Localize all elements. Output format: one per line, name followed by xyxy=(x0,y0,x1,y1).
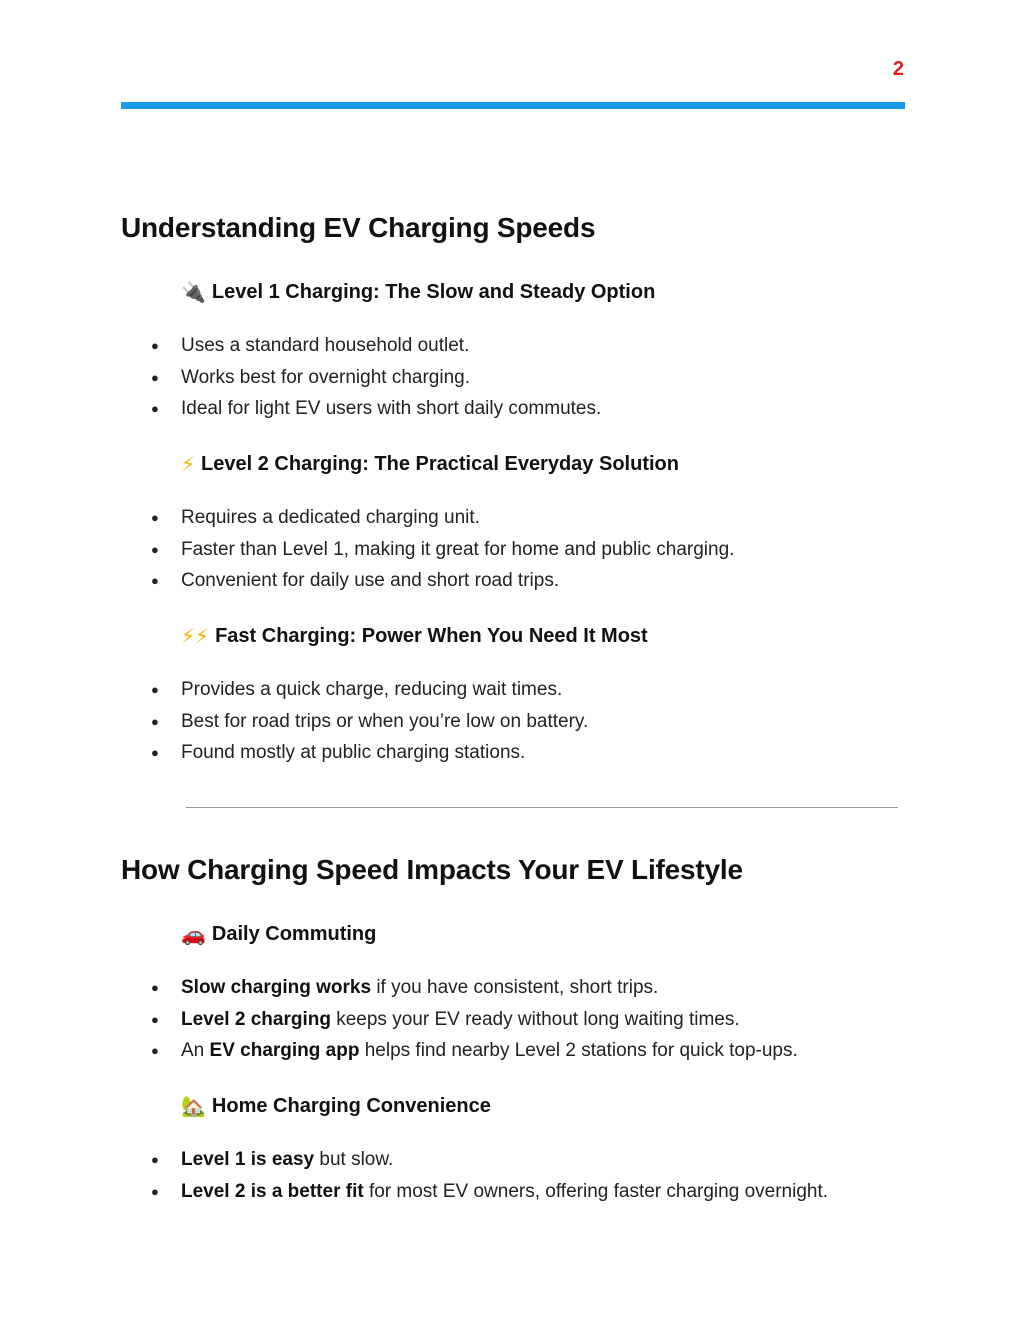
list-item: ● Faster than Level 1, making it great for home and public charging. xyxy=(121,534,734,566)
page-number: 2 xyxy=(892,58,904,80)
section-divider xyxy=(186,807,898,808)
subsection-heading xyxy=(181,624,648,648)
double-lightning-icon: ⚡⚡ xyxy=(181,624,210,648)
section-title: Understanding EV Charging Speeds xyxy=(121,212,596,243)
bullet-list xyxy=(121,1144,828,1207)
subsection-heading xyxy=(181,1094,491,1118)
list-item: ● Level 1 is easy but slow. xyxy=(121,1144,828,1176)
list-item: ● Convenient for daily use and short road trips. xyxy=(121,565,734,597)
subsection-heading-text: Level 2 Charging: The Practical Everyday Solution xyxy=(201,452,679,475)
subsection-heading xyxy=(181,280,655,304)
lightning-icon: ⚡ xyxy=(181,452,196,476)
subsection-heading-text: Daily Commuting xyxy=(211,922,377,945)
list-item: ● An EV charging app helps find nearby Level 2 stations for quick top-ups. xyxy=(121,1035,798,1067)
subsection-heading-text: Home Charging Convenience xyxy=(211,1094,491,1117)
house-icon: 🏡 xyxy=(181,1094,206,1118)
header-rule xyxy=(121,102,905,109)
subsection-heading xyxy=(181,922,376,946)
bullet-list xyxy=(121,972,798,1067)
list-item: ● Provides a quick charge, reducing wait times. xyxy=(121,674,588,706)
list-item: ● Found mostly at public charging stations. xyxy=(121,737,588,769)
list-item: ● Level 2 is a better fit for most EV owners, offering faster charging overnight. xyxy=(121,1176,828,1208)
bullet-list xyxy=(121,502,734,597)
list-item: ● Requires a dedicated charging unit. xyxy=(121,502,734,534)
list-item: ● Ideal for light EV users with short daily commutes. xyxy=(121,393,601,425)
list-item: ● Level 2 charging keeps your EV ready without long waiting times. xyxy=(121,1004,798,1036)
list-item: ● Slow charging works if you have consistent, short trips. xyxy=(121,972,798,1004)
car-icon: 🚗 xyxy=(181,922,206,946)
list-item: ● Works best for overnight charging. xyxy=(121,362,601,394)
list-item: ● Uses a standard household outlet. xyxy=(121,330,601,362)
list-item: ● Best for road trips or when you’re low on battery. xyxy=(121,706,588,738)
bullet-list xyxy=(121,674,588,769)
subsection-heading-text: Level 1 Charging: The Slow and Steady Option xyxy=(211,280,656,303)
subsection-heading xyxy=(181,452,679,476)
section-title: How Charging Speed Impacts Your EV Lifestyle xyxy=(121,854,743,885)
plug-icon: 🔌 xyxy=(181,280,206,304)
bullet-list xyxy=(121,330,601,425)
subsection-heading-text: Fast Charging: Power When You Need It Most xyxy=(215,624,648,647)
